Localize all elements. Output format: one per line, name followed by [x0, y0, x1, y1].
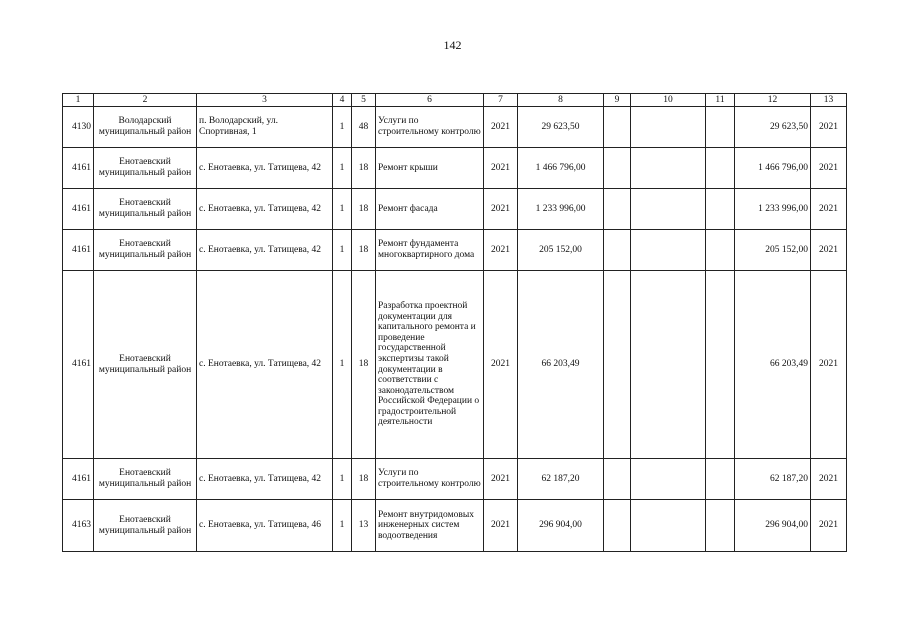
work-type-cell: Ремонт фасада [376, 189, 484, 230]
year-cell: 2021 [484, 148, 518, 189]
column-9-cell [604, 107, 631, 148]
column-5-cell: 18 [352, 189, 376, 230]
table-row [63, 148, 847, 189]
column-5-cell: 18 [352, 230, 376, 271]
column-11-cell [706, 230, 735, 271]
column-9-cell [604, 230, 631, 271]
column-13-cell: 2021 [811, 459, 847, 500]
table-row [63, 459, 847, 500]
address-cell: п. Володарский, ул. Спортивная, 1 [197, 107, 333, 148]
register-table [62, 93, 847, 552]
column-10-cell [631, 148, 706, 189]
house-count-cell: 1 [333, 189, 352, 230]
work-type-cell: Ремонт крыши [376, 148, 484, 189]
work-type-cell: Услуги по строительному контролю [376, 459, 484, 500]
column-12-cell: 205 152,00 [735, 230, 811, 271]
district-cell: Енотаевский муниципальный район [94, 148, 197, 189]
column-13-cell: 2021 [811, 189, 847, 230]
district-cell: Енотаевский муниципальный район [94, 271, 197, 459]
column-number: 3 [197, 94, 333, 107]
column-10-cell [631, 230, 706, 271]
address-cell: с. Енотаевка, ул. Татищева, 42 [197, 189, 333, 230]
column-5-cell: 18 [352, 148, 376, 189]
district-cell: Володарский муниципальный район [94, 107, 197, 148]
column-5-cell: 13 [352, 500, 376, 552]
column-number-row [63, 94, 847, 107]
cost-cell: 205 152,00 [518, 230, 604, 271]
address-cell: с. Енотаевка, ул. Татищева, 42 [197, 230, 333, 271]
column-10-cell [631, 189, 706, 230]
row-id-cell: 4161 [63, 459, 94, 500]
column-number: 9 [604, 94, 631, 107]
column-number: 2 [94, 94, 197, 107]
column-5-cell: 18 [352, 459, 376, 500]
column-number: 11 [706, 94, 735, 107]
column-number: 5 [352, 94, 376, 107]
column-10-cell [631, 500, 706, 552]
column-11-cell [706, 500, 735, 552]
column-number: 10 [631, 94, 706, 107]
cost-cell: 66 203,49 [518, 271, 604, 459]
table-row [63, 107, 847, 148]
house-count-cell: 1 [333, 459, 352, 500]
column-9-cell [604, 189, 631, 230]
column-12-cell: 1 466 796,00 [735, 148, 811, 189]
column-13-cell: 2021 [811, 500, 847, 552]
column-11-cell [706, 189, 735, 230]
column-13-cell: 2021 [811, 148, 847, 189]
row-id-cell: 4161 [63, 148, 94, 189]
column-12-cell: 29 623,50 [735, 107, 811, 148]
house-count-cell: 1 [333, 271, 352, 459]
column-5-cell: 18 [352, 271, 376, 459]
address-cell: с. Енотаевка, ул. Татищева, 42 [197, 459, 333, 500]
table-row [63, 230, 847, 271]
row-id-cell: 4161 [63, 230, 94, 271]
column-number: 4 [333, 94, 352, 107]
cost-cell: 29 623,50 [518, 107, 604, 148]
row-id-cell: 4161 [63, 271, 94, 459]
district-cell: Енотаевский муниципальный район [94, 189, 197, 230]
table-row [63, 271, 847, 459]
column-13-cell: 2021 [811, 230, 847, 271]
cost-cell: 1 233 996,00 [518, 189, 604, 230]
column-11-cell [706, 107, 735, 148]
column-9-cell [604, 148, 631, 189]
house-count-cell: 1 [333, 148, 352, 189]
column-13-cell: 2021 [811, 271, 847, 459]
column-number: 13 [811, 94, 847, 107]
district-cell: Енотаевский муниципальный район [94, 230, 197, 271]
cost-cell: 296 904,00 [518, 500, 604, 552]
year-cell: 2021 [484, 459, 518, 500]
column-11-cell [706, 459, 735, 500]
year-cell: 2021 [484, 107, 518, 148]
row-id-cell: 4161 [63, 189, 94, 230]
column-10-cell [631, 107, 706, 148]
year-cell: 2021 [484, 230, 518, 271]
address-cell: с. Енотаевка, ул. Татищева, 42 [197, 148, 333, 189]
work-type-cell: Услуги по строительному контролю [376, 107, 484, 148]
column-9-cell [604, 459, 631, 500]
address-cell: с. Енотаевка, ул. Татищева, 42 [197, 271, 333, 459]
address-cell: с. Енотаевка, ул. Татищева, 46 [197, 500, 333, 552]
column-11-cell [706, 271, 735, 459]
cost-cell: 1 466 796,00 [518, 148, 604, 189]
row-id-cell: 4130 [63, 107, 94, 148]
column-13-cell: 2021 [811, 107, 847, 148]
column-12-cell: 296 904,00 [735, 500, 811, 552]
column-10-cell [631, 459, 706, 500]
district-cell: Енотаевский муниципальный район [94, 459, 197, 500]
page-number: 142 [443, 38, 462, 52]
row-id-cell: 4163 [63, 500, 94, 552]
column-number: 6 [376, 94, 484, 107]
column-number: 1 [63, 94, 94, 107]
column-5-cell: 48 [352, 107, 376, 148]
column-12-cell: 1 233 996,00 [735, 189, 811, 230]
year-cell: 2021 [484, 500, 518, 552]
house-count-cell: 1 [333, 500, 352, 552]
house-count-cell: 1 [333, 230, 352, 271]
column-10-cell [631, 271, 706, 459]
column-9-cell [604, 500, 631, 552]
column-number: 12 [735, 94, 811, 107]
work-type-cell: Ремонт фундамента многоквартирного дома [376, 230, 484, 271]
column-number: 8 [518, 94, 604, 107]
column-number: 7 [484, 94, 518, 107]
year-cell: 2021 [484, 189, 518, 230]
table-row [63, 500, 847, 552]
column-9-cell [604, 271, 631, 459]
column-12-cell: 62 187,20 [735, 459, 811, 500]
work-type-cell: Разработка проектной документации для капитального ремонта и проведение государственной экспертизы такой документации в соответствии с законодательством Российской Федерации о градостроительной деятельности [376, 271, 484, 459]
table-row [63, 189, 847, 230]
column-11-cell [706, 148, 735, 189]
cost-cell: 62 187,20 [518, 459, 604, 500]
district-cell: Енотаевский муниципальный район [94, 500, 197, 552]
column-12-cell: 66 203,49 [735, 271, 811, 459]
work-type-cell: Ремонт внутридомовых инженерных систем водоотведения [376, 500, 484, 552]
house-count-cell: 1 [333, 107, 352, 148]
year-cell: 2021 [484, 271, 518, 459]
